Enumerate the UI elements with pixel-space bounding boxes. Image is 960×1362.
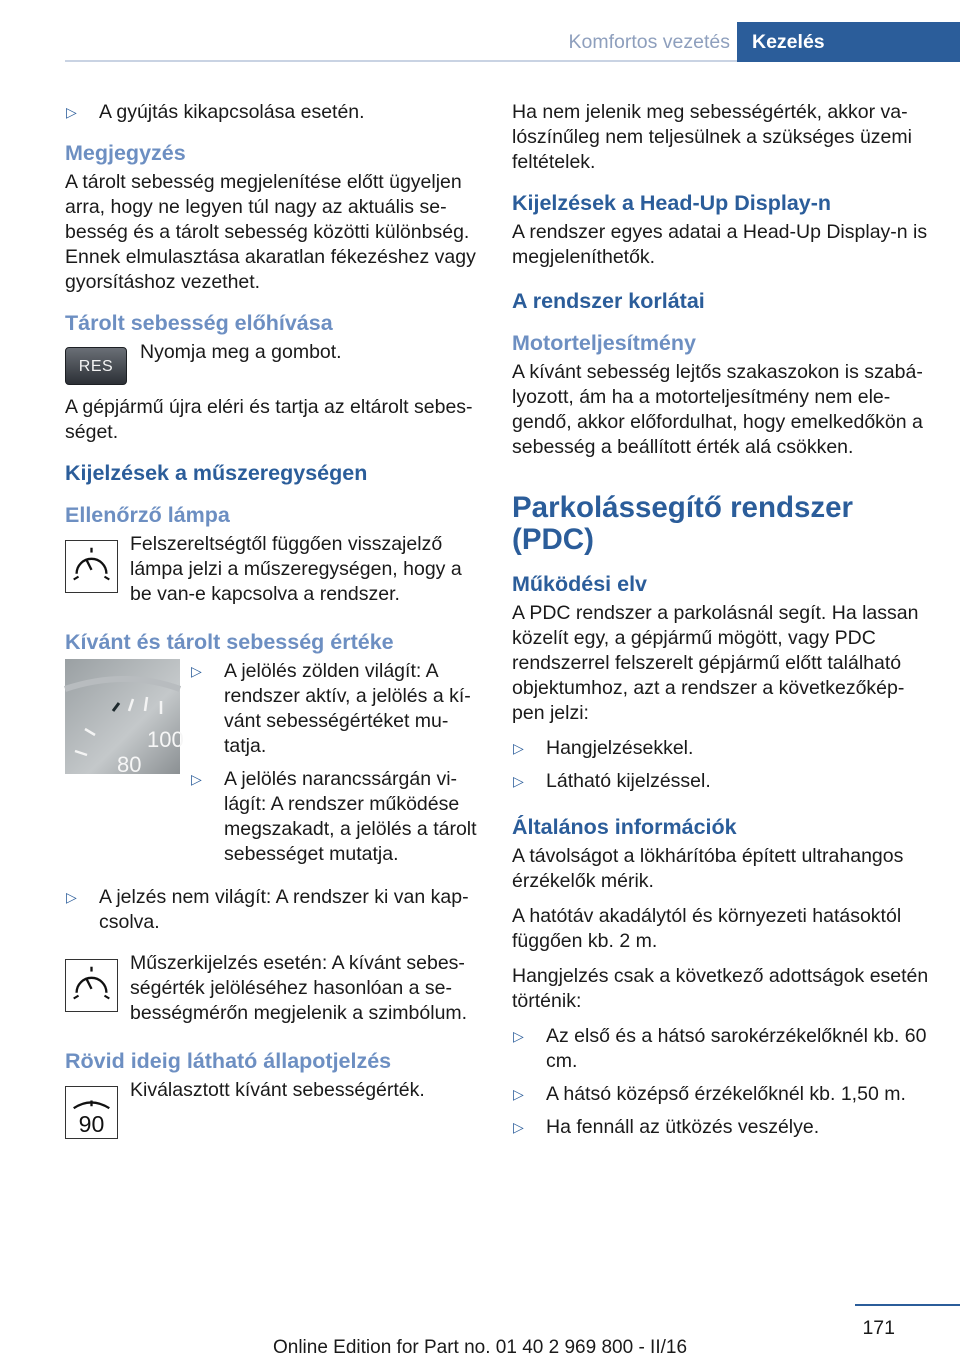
speed-control-indicator-icon [65,959,118,1012]
left-column [65,100,483,1149]
list-item: ▷ A jelölés narancssárgán világít: A rendszer működése megszakadt, a jelölés a tárolt sebességet mutatja. [191,768,477,865]
triangle-bullet-icon: ▷ [513,1119,524,1135]
section-heading-general: Általános információk [512,815,737,839]
triangle-bullet-icon: ▷ [66,889,77,905]
chapter-heading-pdc: Parkolássegítő rendszer (PDC) [512,491,854,556]
cluster-text: Műszerkijelzés esetén: A kívánt sebességérték jelöléséhez hasonlóan a sebességmérőn megjelenik a szimbólum. [130,952,468,1024]
header-chapter-tab: Kezelés [737,22,960,62]
gauge-row [65,659,483,875]
list-item: ▷ A gyújtás kikapcsolása esetén. [66,101,365,123]
triangle-bullet-icon: ▷ [66,104,77,120]
list-item: ▷ Az első és a hátsó sarokérzékelőknél kb. 60 cm. [513,1025,927,1072]
list-item: ▷ Látható kijelzéssel. [513,770,711,792]
list-item: ▷ A jelölés zölden világít: A rendszer aktív, a jelölés a kívánt sebességértéket mutatja. [191,660,471,757]
section-heading-short-status: Rövid ideig látható állapotjelzés [65,1049,392,1073]
note-text: A tárolt sebesség megjelenítése előtt ügyeljen arra, hogy ne legyen túl nagy az aktuális sebesség és a tárolt sebesség közötti különbség. Ennek elmulasztása akaratlan fékezéshez vagy gyorsításhoz vezethet. [65,171,476,293]
recall-text-2: A gépjármű újra eléri és tartja az eltárolt sebességet. [65,396,473,443]
speed-90-label: 90 [78,1111,105,1138]
triangle-bullet-icon: ▷ [513,773,524,789]
section-heading-note: Megjegyzés [65,141,186,165]
edition-footer: Online Edition for Part no. 01 40 2 969 800 - II/16 [272,1337,688,1358]
principle-text: A PDC rendszer a parkolásnál segít. Ha lassan közelít egy, a gépjármű mögött, vagy PDC rendszerrel felszerelt gépjármű előtt található objektumhoz, azt a rendszer a következőképpen jelzi: [512,602,919,724]
gauge-label-100: 100 [147,727,184,752]
list-item: ▷ Hangjelzésekkel. [513,737,694,759]
section-heading-principle: Működési elv [512,572,648,596]
triangle-bullet-icon: ▷ [513,1028,524,1044]
triangle-bullet-icon: ▷ [191,771,202,787]
header-section-title: Komfortos vezetés [568,31,730,53]
res-button-icon: RES [65,347,127,385]
speedometer-image [65,659,184,777]
section-heading-limits: A rendszer korlátai [512,289,705,313]
lamp-text: Felszereltségtől függően visszajelző lámpa jelzi a műszeregységen, hogy a be van-e kapcsolva a rendszer. [130,533,462,605]
speed-control-indicator-icon [65,540,118,593]
section-heading-cluster: Kijelzések a műszeregységen [65,461,368,485]
list-item: ▷ Ha fennáll az ütközés veszélye. [513,1116,820,1138]
engine-power-text: A kívánt sebesség lejtős szakaszokon is szabályozott, ám ha a motorteljesítmény nem elegendő, akkor előfordulhat, hogy emelkedőkön a sebesség a beállított érték alá csökken. [512,361,923,458]
hud-text: A rendszer egyes adatai a Head-Up Display-n is megjeleníthetők. [512,221,928,268]
section-heading-lamp: Ellenőrző lámpa [65,503,230,527]
triangle-bullet-icon: ▷ [513,1086,524,1102]
section-heading-desired-speed: Kívánt és tárolt sebesség értéke [65,630,394,654]
general-text-1: A távolságot a lökhárítóba épített ultrahangos érzékelők mérik. [512,845,904,892]
short-status-row [65,1078,483,1139]
page-number: 171 [862,1317,895,1339]
list-item: ▷ A hátsó középső érzékelőknél kb. 1,50 m. [513,1083,906,1105]
list-item: ▷ A jelzés nem világít: A rendszer ki van kapcsolva. [66,886,469,933]
short-status-text: Kiválasztott kívánt sebességérték. [130,1079,425,1101]
lamp-row [65,532,483,607]
section-heading-hud: Kijelzések a Head-Up Display-n [512,191,832,215]
triangle-bullet-icon: ▷ [191,663,202,679]
res-button-row [65,340,483,385]
section-heading-recall: Tárolt sebesség előhívása [65,311,333,335]
triangle-bullet-icon: ▷ [513,740,524,756]
general-text-3: Hangjelzés csak a következő adottságok esetén történik: [512,965,929,1012]
footer-rule [855,1304,960,1306]
right-column [512,100,930,1148]
speed-90-status-icon [65,1086,118,1139]
section-heading-engine-power: Motorteljesítmény [512,331,696,355]
recall-text: Nyomja meg a gombot. [140,341,342,363]
cluster-row [65,951,483,1026]
general-text-2: A hatótáv akadálytól és környezeti hatásoktól függően kb. 2 m. [512,905,902,952]
no-speed-text: Ha nem jelenik meg sebességérték, akkor valószínűleg nem teljesülnek a szükséges üzemi feltételek. [512,101,912,173]
gauge-label-80: 80 [117,752,142,777]
